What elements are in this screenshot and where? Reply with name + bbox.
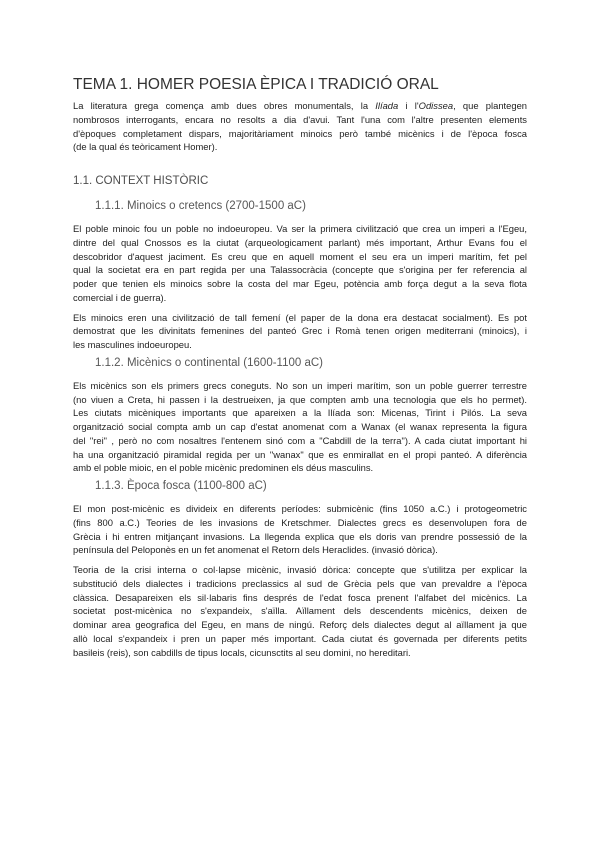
line-text: clàssica. Desapareixen els sil·labaris fins després de l'edat fosca prenent l'alfabet del micènics. La [73, 591, 527, 603]
text-line [73, 324, 527, 338]
line-text: El mon post-micènic es divideix en diferents períodes: submicènic (fins 1050 a.C.) i protogeometric [73, 503, 527, 514]
text-line [73, 577, 527, 591]
text-line [73, 277, 527, 291]
text-line [73, 434, 527, 448]
text-segment: i l' [398, 100, 419, 111]
line-text: península del Peloponès en un fet anomenat el Retorn dels Heraclides. (invasió dòrica). [73, 544, 438, 556]
text-line [73, 263, 527, 277]
text-line [73, 113, 527, 127]
line-text: Teoria de la crisi interna o col·lapse micènic, invasió dòrica: concepte que s'utilitza per explicar la [73, 564, 527, 575]
document-title: TEMA 1. HOMER POESIA ÈPICA I TRADICIÓ ORAL [73, 76, 439, 93]
line-text: demostrat que les divinitats femenines del panteó Grec i Romà tenen origen mediterrani (minoics), i [73, 325, 527, 337]
text-line [73, 311, 527, 325]
intro-paragraph [73, 99, 527, 154]
line-text: societat post-micènica no s'expandeix, s'aïlla. Aïllament dels descendents micènics, deixen de [73, 605, 527, 617]
line-text: (fins 800 a.C.) Teories de les invasions de Kretschmer. Dialectes grecs es desenvolupen fora de [73, 516, 527, 528]
italic-work-title: Ilíada [375, 100, 399, 111]
text-line [73, 406, 527, 420]
subsection [73, 198, 527, 352]
paragraph [73, 502, 527, 557]
line-text: basileis (reis), son cabdills de tipus locals, cicunsctits al seu domini, no hereditari. [73, 646, 411, 658]
text-line [73, 338, 527, 352]
text-line [73, 591, 527, 605]
line-text: nombrosos interrogants, encara no resolts a dia d'avui. Tant l'una com l'altre presenten elements [73, 113, 527, 125]
text-line [73, 236, 527, 250]
subsection-heading: 1.1.1. Minoics o cretencs (2700-1500 aC) [95, 200, 306, 212]
line-text: (de la qual és teòricament Homer). [73, 141, 218, 153]
text-line [73, 530, 527, 544]
line-text: d'èpoques completament dispars, majoritàriament minoics però també micènics i de l'època fosca [73, 127, 527, 139]
text-line [73, 502, 527, 516]
paragraph [73, 222, 527, 305]
line-text: del "rei" , però no com nosaltres l'entenem sinó com a "Cabdill de la terra"). A cada ciutat important hi [73, 434, 527, 446]
text-line [73, 632, 527, 646]
line-text: Els micènics son els primers grecs coneguts. No son un imperi marítim, son un poble guerrer terrestre [73, 379, 527, 391]
text-line [73, 618, 527, 632]
line-text [73, 100, 527, 111]
line-text: organització social compta amb un cap d'estat anomenat com a Wanax (el wanax representa la figura [73, 421, 527, 432]
line-text: El poble minoic fou un poble no indoeuropeu. Va ser la primera civilització que crea un imperi a l'Egeu, [73, 223, 527, 234]
section-heading: 1.1. CONTEXT HISTÒRIC [73, 175, 209, 187]
text-line [73, 543, 527, 557]
subsection-heading: 1.1.2. Micènics o continental (1600-1100 aC) [95, 356, 324, 369]
paragraph [73, 311, 527, 352]
text-line [73, 222, 527, 236]
subsection-heading: 1.1.3. Època fosca (1100-800 aC) [95, 480, 267, 492]
subsection [73, 478, 527, 659]
text-line [73, 448, 527, 462]
subsections [73, 198, 527, 659]
text-line [73, 604, 527, 618]
paragraph [73, 379, 527, 475]
line-text: dominar area geografica del Egeu, en mans de ningú. Reforç dels dialectes degut al aïllament ja que [73, 619, 527, 630]
text-line [73, 461, 527, 475]
line-text: poder que tenien els minoics sobre la costa del mar Egeu, potència amb força degut a la seva flota [73, 278, 527, 289]
text-line [73, 140, 527, 154]
line-text: amb el poble mioic, en el poble micènic predominen els déus masculins. [73, 462, 374, 474]
subsection [73, 355, 527, 475]
line-text: comercial i de guerra). [73, 291, 167, 303]
line-text: descobridor d'aquest jaciment. Es creu que en aquell moment el seu era un imperi marítim, fet pel [73, 250, 527, 262]
text-line [73, 379, 527, 393]
line-text: substitució dels dialectes i tradicions preclassics al sud de Grècia pels que van prevaldre a l'època [73, 577, 527, 589]
text-line [73, 516, 527, 530]
line-text: ha una organització piramidal regida per un "wanax" que es enmirallat en el propi panteó. A diferència [73, 448, 527, 460]
text-line [73, 393, 527, 407]
line-text: Grècia i hi entren mitjançant invasions. La llegenda explica que els doris van prendre possessió de la [73, 530, 527, 542]
text-line [73, 563, 527, 577]
paragraph [73, 563, 527, 659]
text-line [73, 291, 527, 305]
text-line [73, 99, 527, 113]
line-text: allò local s'expandeix i pren un paper més important. Cada ciutat és governada per diferents petits [73, 632, 527, 644]
text-segment: , que plantegen [453, 100, 527, 111]
line-text: qual la societat era en part regida per una Talassocràcia (concepte que s'origina per fer referencia al [73, 264, 527, 276]
text-line [73, 127, 527, 141]
text-segment: La literatura grega comença amb dues obres monumentals, la [73, 100, 376, 111]
text-line [73, 250, 527, 264]
text-line [73, 646, 527, 660]
line-text: Les ciutats micèniques importants que apareixen a la Ilíada son: Micenas, Tirint i Pilós. La seva [73, 407, 527, 419]
line-text: les masculines indoeuropeu. [73, 339, 192, 350]
line-text: dintre del qual Cnossos es la ciutat (arqueologicament parlant) més important, Arthur Evans fou el [73, 236, 527, 248]
line-text: (no viuen a Creta, hi passen i la destrueixen, ja que compten amb una tecnologia que els ho permet). [73, 393, 527, 405]
line-text: Els minoics eren una civilització de tall femení (el paper de la dona era destacat socialment). Es pot [73, 311, 527, 323]
text-line [73, 420, 527, 434]
italic-work-title: Odissea [418, 100, 454, 111]
